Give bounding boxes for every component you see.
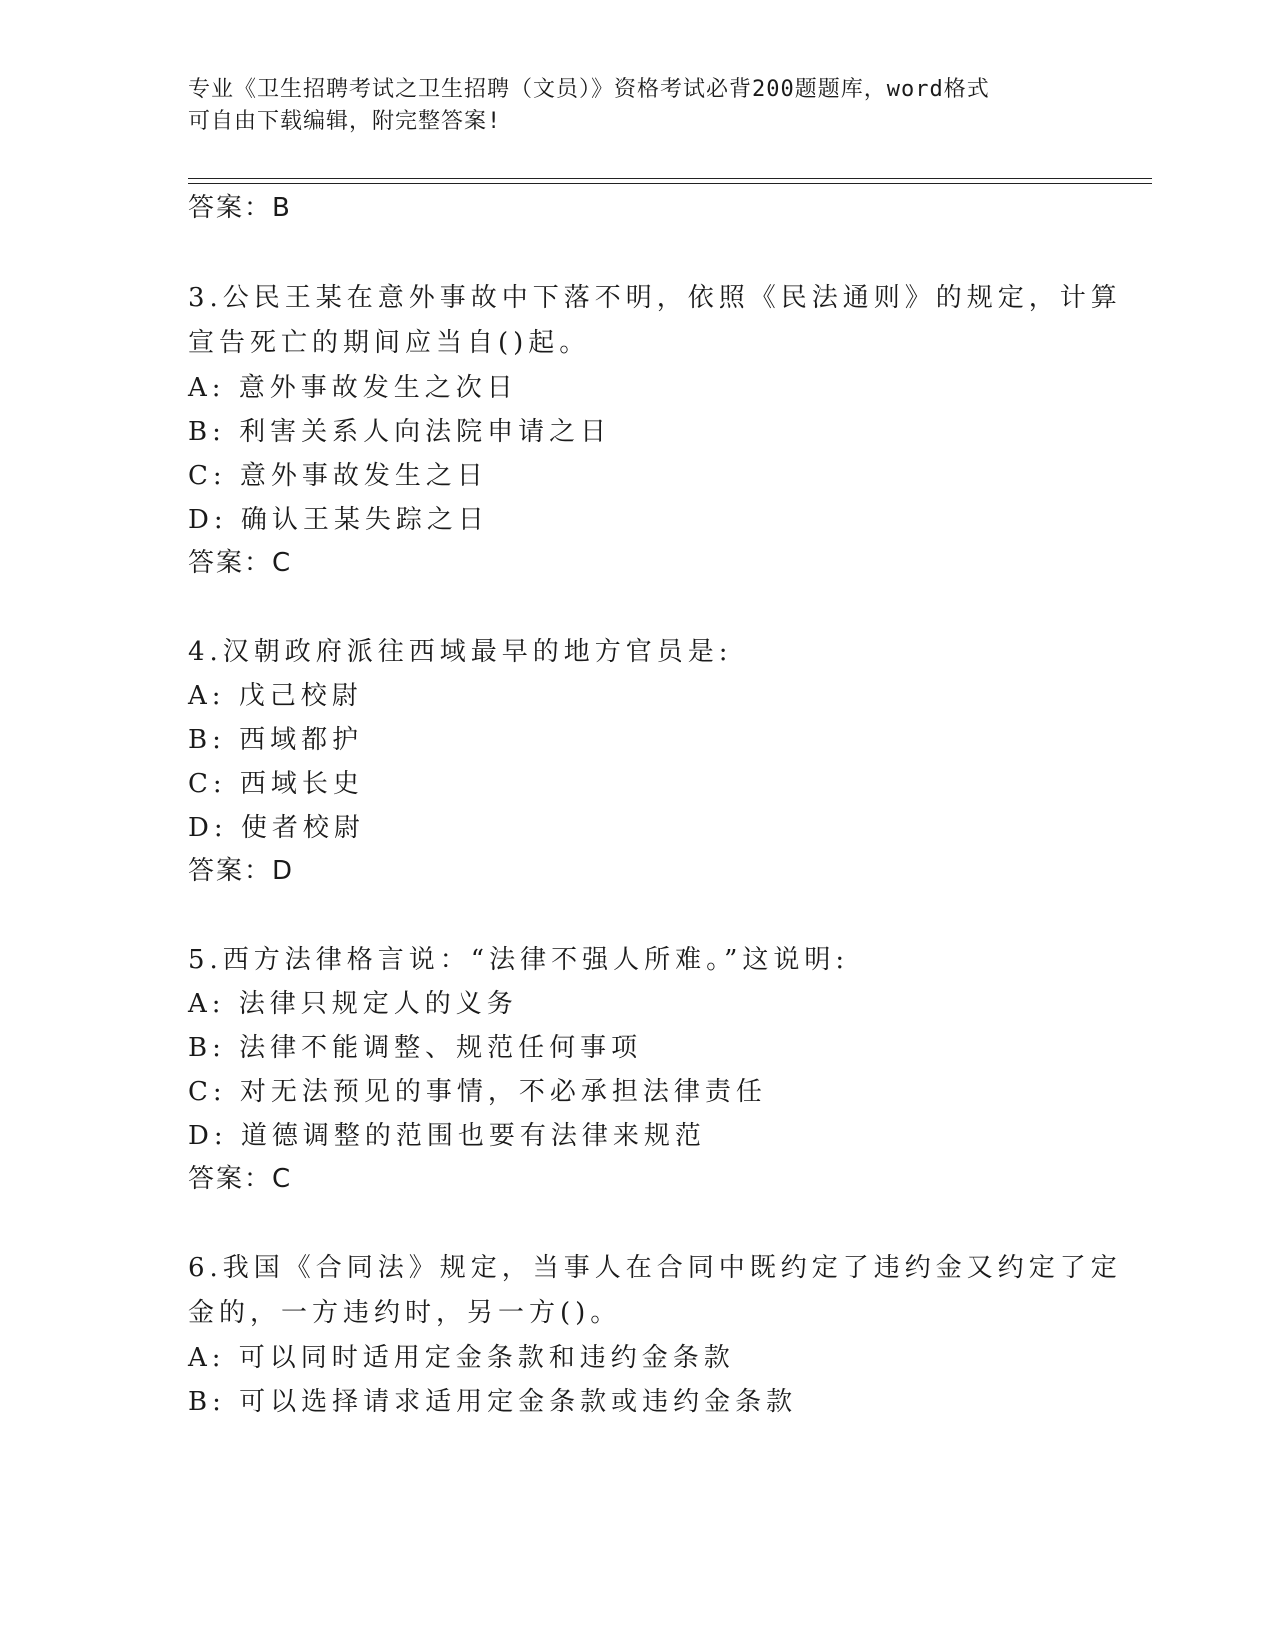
answer-q2: 答案：B	[188, 193, 292, 223]
header-line-1: 专业《卫生招聘考试之卫生招聘（文员）》资格考试必背200题题库，word格式	[188, 77, 990, 102]
question-5-option-d: D: 道德调整的范围也要有法律来规范	[188, 1121, 706, 1151]
answer-q4: 答案：D	[188, 856, 295, 886]
question-6-stem-line-1: 6.我国《合同法》规定，当事人在合同中既约定了违约金又约定了定	[188, 1253, 1122, 1283]
answer-q5: 答案：C	[188, 1164, 293, 1194]
question-5-option-a: A: 法律只规定人的义务	[188, 989, 518, 1019]
question-4-option-b: B: 西域都护	[188, 725, 364, 755]
header-line-2: 可自由下载编辑，附完整答案!	[188, 109, 502, 134]
question-6-stem-line-2: 金的，一方违约时，另一方()。	[188, 1298, 622, 1328]
answer-q3: 答案：C	[188, 548, 293, 578]
question-4-stem-line-1: 4.汉朝政府派往西域最早的地方官员是:	[188, 637, 733, 667]
question-3-option-c: C: 意外事故发生之日	[188, 461, 488, 491]
question-3-stem-line-1: 3.公民王某在意外事故中下落不明，依照《民法通则》的规定，计算	[188, 283, 1122, 313]
question-4-option-d: D: 使者校尉	[188, 813, 365, 843]
document-header	[188, 74, 1068, 138]
question-5-stem-line-1: 5.西方法律格言说：“法律不强人所难。”这说明:	[188, 945, 850, 975]
question-6-option-b: B: 可以选择请求适用定金条款或违约金条款	[188, 1387, 798, 1417]
question-3-stem-line-2: 宣告死亡的期间应当自()起。	[188, 328, 591, 358]
header-rule-bottom	[188, 183, 1152, 184]
header-rule-top	[188, 178, 1152, 179]
question-6-option-a: A: 可以同时适用定金条款和违约金条款	[188, 1343, 735, 1373]
question-5-option-c: C: 对无法预见的事情，不必承担法律责任	[188, 1077, 767, 1107]
question-5-option-b: B: 法律不能调整、规范任何事项	[188, 1033, 643, 1063]
question-3-option-b: B: 利害关系人向法院申请之日	[188, 417, 612, 447]
question-3-option-a: A: 意外事故发生之次日	[188, 373, 518, 403]
question-4-option-a: A: 戊己校尉	[188, 681, 363, 711]
question-4-option-c: C: 西域长史	[188, 769, 364, 799]
question-3-option-d: D: 确认王某失踪之日	[188, 505, 489, 535]
